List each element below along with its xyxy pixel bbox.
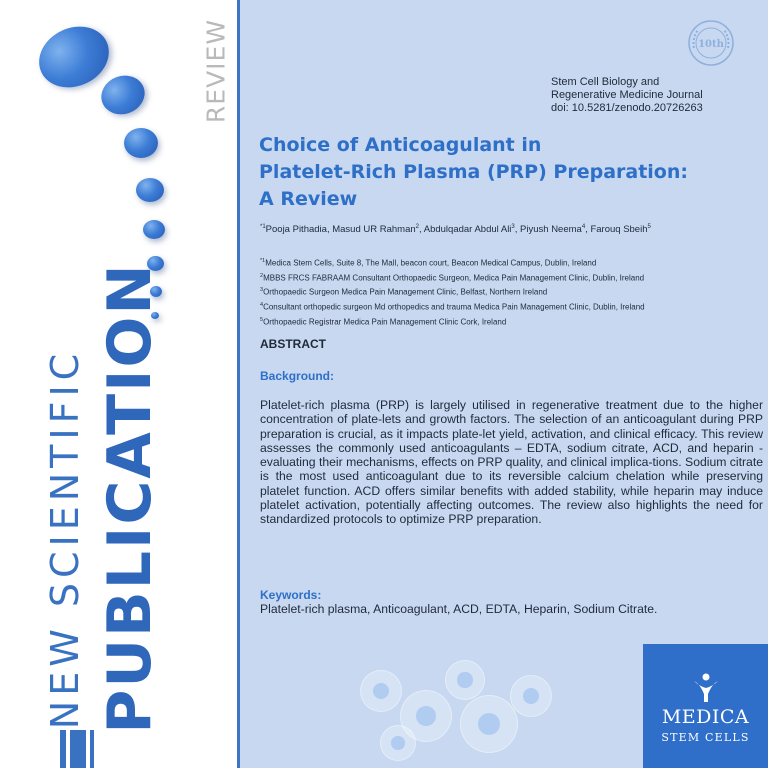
article-title [259,132,759,213]
affiliation-item: $^3$Orthopaedic Surgeon Medica Pain Management Clinic, Belfast, Northern Ireland [260,287,548,297]
keywords-heading: Keywords: [260,588,322,602]
affiliation-item: $^2$MBBS FRCS FABRAAM Consultant Orthopaedic Surgeon, Medica Pain Management Clinic, Dublin, Ireland [260,272,645,283]
left-sidebar [0,0,237,768]
article-panel [240,0,768,768]
background-heading: Background: [260,369,335,383]
medica-figure-icon [691,672,721,704]
new-scientific-label: NEW SCIENTIFIC [43,348,87,729]
background-text: Platelet-rich plasma (PRP) is largely utilised in regenerative treatment due to the higher concentration of plate-lets and growth factors. The selection of an anticoagulant during PRP preparation is crucial, as it impacts plate-let yield, activation, and clinical efficacy. This review assesses the commonly used anticoagulants – EDTA, sodium citrate, ACD, and heparin - evaluating their mechanisms, effects on PRP quality, and clinical implica-tions. Sodium citrate is the most used anticoagulant due to its reversible calcium chelation while preserving platelet function. ACD offers similar benefits with added stability, while heparin may induce platelet activation, potentially affecting outcomes. The review also highlights the need for standardized protocols to optimize PRP preparation. [260,398,763,527]
logo-subtitle: STEM CELLS [661,731,750,744]
decorative-bars [60,730,100,768]
author-list: $^{*1}$Pooja Pithadia, Masud UR Rahman$^2$, Abdulqadar Abdul Ali$^3$, Piyush Neema$^4$, Farouq Sbeih$^5$ [260,224,651,236]
affiliation-item: $^{*1}$Medica Stem Cells, Suite 8, The Mall, beacon court, Beacon Medical Campus, Dublin, Ireland [260,258,597,268]
cell-blob-4 [136,178,164,202]
logo-title: MEDICA [661,706,750,728]
affiliation-item: $^4$Consultant orthopedic surgeon Md orthopedics and trauma Medica Pain Management Clinic, Dublin, Ireland [260,301,645,312]
cell-blob-3 [124,128,158,158]
journal-doi: doi: 10.5281/zenodo.20726263 [551,102,703,114]
title-line2: Platelet-Rich Plasma (PRP) Preparation: [259,161,688,183]
badge-text: 10th [698,39,724,50]
keywords-text: Platelet-rich plasma, Anticoagulant, ACD, EDTA, Heparin, Sodium Citrate. [260,602,658,616]
affiliation-item: $^5$Orthopaedic Registrar Medica Pain Management Clinic Cork, Ireland [260,316,507,327]
journal-name-line1: Stem Cell Biology and [551,76,660,88]
decorative-cells [340,650,560,768]
cell-blob-5 [143,220,165,239]
title-line1: Choice of Anticoagulant in [259,134,542,156]
journal-name-line2: Regenerative Medicine Journal [551,89,703,101]
publication-label: PUBLICATION [95,261,165,734]
journal-info [551,76,751,115]
cell-blob-2 [96,70,150,121]
medica-logo [643,644,768,768]
title-line3: A Review [259,188,358,210]
abstract-heading: ABSTRACT [260,337,326,351]
affiliation-list [260,255,765,328]
review-label: REVIEW [201,18,231,124]
anniversary-badge-icon [686,18,736,68]
